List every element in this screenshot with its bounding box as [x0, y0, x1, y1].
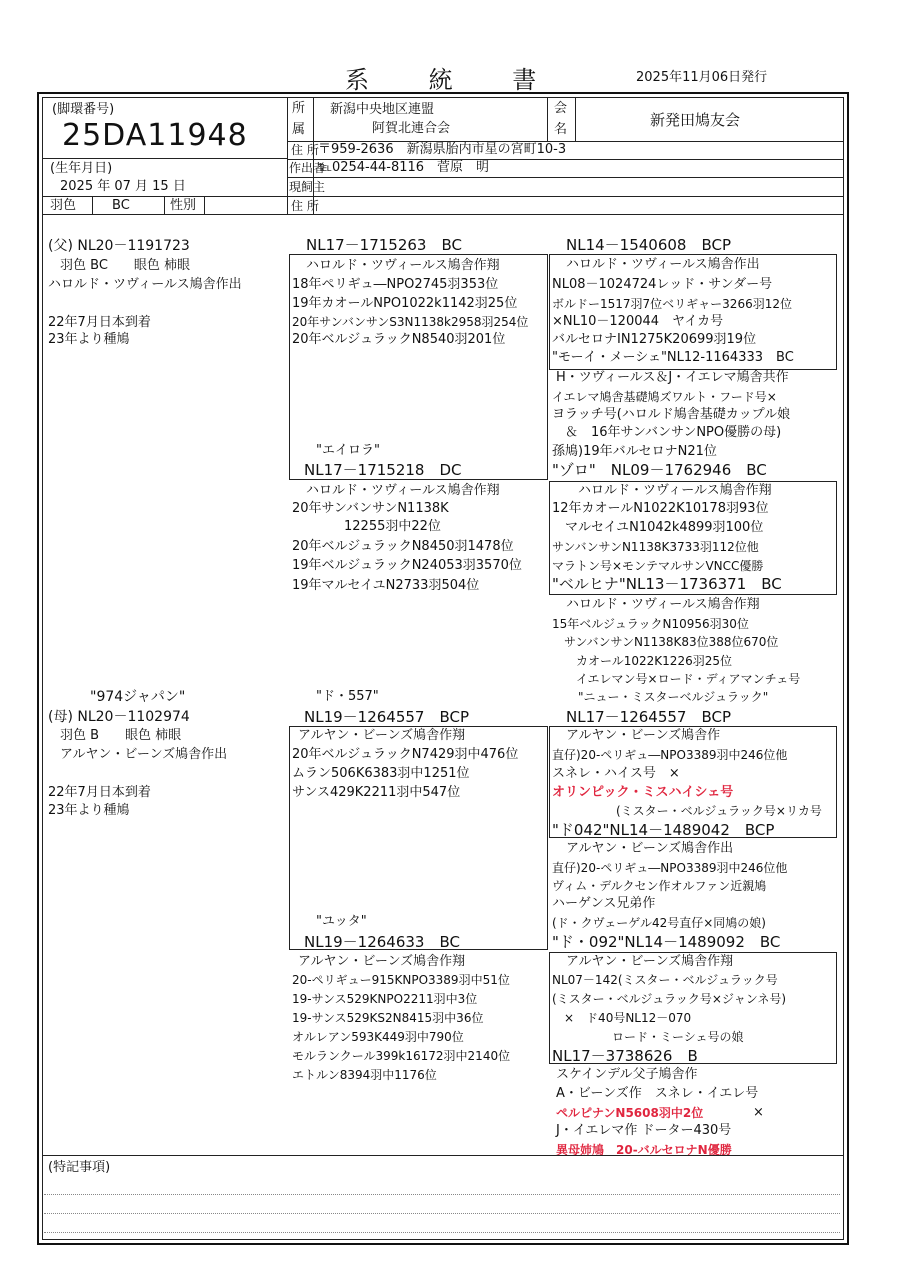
color-value: BC: [112, 198, 130, 213]
owner-label: 現飼主: [289, 180, 326, 194]
address2-label: 住 所: [291, 199, 319, 213]
gen3-dsd-ring: "ド042"NL14－1489042 BCP: [552, 821, 775, 839]
gen3-sds-line: マルセイユN1042k4899羽100位: [552, 520, 764, 535]
gen2-ss-line: 20年ベルジュラックN8540羽201位: [292, 332, 506, 347]
gen2-ds-line: 20年ベルジュラックN7429羽中476位: [292, 747, 519, 762]
gen2-ss-line: 18年ペリギュ―NPO2745羽353位: [292, 277, 499, 292]
address-label: 住 所: [291, 143, 319, 157]
gen2-ds-line: サンス429K2211羽中547位: [292, 785, 461, 800]
dam-line: 22年7月日本到着: [48, 785, 151, 800]
gen2-dd-line: 20-ペリギュー915KNPO3389羽中51位: [292, 973, 510, 987]
gen3-dss-ring: NL17－1264557 BCP: [566, 708, 732, 726]
gen3-sss-line: ボルドー1517羽7位ベリギャー3266羽12位: [552, 297, 792, 311]
gen2-ds-ring: NL19－1264557 BCP: [304, 708, 470, 726]
gen2-sd-breeder: ハロルド・ツヴィールス鳩舎作翔: [306, 483, 500, 498]
gen2-ss-breeder: ハロルド・ツヴィールス鳩舎作翔: [306, 258, 500, 273]
gen2-dd-name: "ユッタ": [316, 914, 367, 929]
gen3-sss-ring: NL14－1540608 BCP: [566, 236, 732, 254]
gen3-dsd-line: (ド・クヴェーゲル42号直仔×同鳩の娘): [552, 916, 766, 930]
gen3-sds-line: サンバンサンN1138K3733羽112位他: [552, 540, 759, 554]
gen2-ds-line: ムラン506K6383羽中1251位: [292, 766, 470, 781]
gen2-ds-name: "ド・557": [316, 689, 379, 704]
sire-label: (父) NL20－1191723: [48, 238, 190, 254]
sex-label: 性別: [170, 198, 197, 213]
gen3-sss-breeder: ハロルド・ツヴィールス鳩舎作出: [566, 257, 760, 272]
gen2-ss-line: 20年サンバンサンS3N1138k2958羽254位: [292, 315, 529, 329]
gen2-sd-line: 19年マルセイユN2733羽504位: [292, 578, 480, 593]
gen3-dsd-breeder: アルヤン・ビーンズ鳩舎作出: [566, 841, 734, 856]
gen3-sdd-line: 15年ベルジュラックN10956羽30位: [552, 617, 749, 631]
gen3-ddd-line: J・イエレマ作 ドーター430号: [556, 1123, 732, 1138]
gen3-dds-ring: "ド・092"NL14－1489092 BC: [552, 933, 781, 951]
gen3-sds-breeder: ハロルド・ツヴィールス鳩舎作翔: [578, 483, 772, 498]
club-value: 新発田鳩友会: [650, 111, 741, 129]
remarks-line: [44, 1213, 840, 1214]
club-label-2: 名: [554, 122, 568, 137]
gen3-dss-line: スネレ・ハイス号 ×: [552, 766, 680, 781]
dam-label: (母) NL20－1102974: [48, 709, 190, 725]
gen3-sdd-breeder: ハロルド・ツヴィールス鳩舎作翔: [566, 597, 760, 612]
affil-label-2: 属: [292, 122, 306, 137]
gen3-ssd-line: ヨラッチ号(ハロルド鳩舎基礎カップル娘: [552, 407, 791, 422]
gen3-sdd-ring: "ベルヒナ"NL13－1736371 BC: [552, 575, 782, 593]
gen2-sd-line: 19年ベルジュラックN24053羽3570位: [292, 558, 522, 573]
gen2-sd-line: 12255羽中22位: [292, 519, 441, 534]
gen3-dss-highlight: オリンピック・ミスハイシェ号: [552, 785, 734, 800]
gen3-ssd-breeder: H・ツヴィールス＆J・イエレマ鳩舎共作: [556, 370, 789, 385]
gen3-ddd-ring: NL17－3738626 B: [552, 1047, 698, 1065]
gen3-ssd-line: ＆ 16年サンバンサンNPO優勝の母): [552, 425, 782, 440]
dam-line: 23年より種鳩: [48, 803, 130, 818]
gen2-dd-breeder: アルヤン・ビーンズ鳩舎作翔: [298, 954, 466, 969]
gen3-ddd-red1-after: ×: [740, 1105, 764, 1120]
gen2-sd-line: 20年ベルジュラックN8450羽1478位: [292, 539, 514, 554]
gen3-dss-name: "ニュー・ミスターベルジュラック": [578, 690, 769, 704]
gen3-sds-line: マラトン号×モンテマルサンVNCC優勝: [552, 559, 764, 573]
color-label: 羽色: [50, 198, 77, 213]
gen3-ddd-line: A・ビーンズ作 スネレ・イエレ号: [556, 1086, 759, 1101]
ring-number: 25DA11948: [62, 118, 248, 153]
breeder-value: ℡0254-44-8116 菅原 明: [318, 160, 490, 175]
gen2-ss-line: 19年カオールNPO1022k1142羽25位: [292, 296, 518, 311]
sire-line: ハロルド・ツヴィールス鳩舎作出: [48, 277, 242, 292]
dam-line: 羽色 B 眼色 柿眼: [60, 728, 182, 743]
affiliation-line1: 新潟中央地区連盟: [330, 102, 435, 117]
dam-name: "974ジャパン": [90, 689, 186, 705]
gen3-sss-line: NL08－1024724レッド・サンダー号: [552, 277, 773, 292]
gen2-dd-line: 19-サンス529KS2N8415羽中36位: [292, 1011, 484, 1025]
gen3-sds-line: 12年カオールN1022K10178羽93位: [552, 501, 769, 516]
gen2-dd-ring: NL19－1264633 BC: [304, 933, 460, 951]
gen3-ddd-red1: ペルピナンN5608羽中2位: [556, 1106, 704, 1120]
gen3-ddd-breeder: スケインデル父子鳩舎作: [556, 1067, 698, 1082]
gen3-dds-line: (ミスター・ベルジュラック号×ジャンネ号): [552, 992, 787, 1006]
gen3-sss-line: バルセロナIN1275K20699羽19位: [552, 332, 757, 347]
sire-line: 23年より種鳩: [48, 332, 130, 347]
gen3-ssd-line: 孫鳩)19年バルセロナN21位: [552, 444, 717, 459]
gen3-sdd-line: カオール1022K1226羽25位: [552, 654, 732, 668]
issue-date: 2025年11月06日発行: [636, 70, 768, 85]
gen3-sdd-line: イエレマン号×ロード・ディアマンチェ号: [552, 672, 801, 686]
gen2-sd-name: "エイロラ": [316, 443, 380, 458]
gen3-dss-after: (ミスター・ベルジュラック号×リカ号: [580, 804, 822, 818]
gen3-sss-line: ×NL10－120044 ヤイカ号: [552, 314, 724, 329]
gen3-dss-line: 直仔)20-ペリギュ―NPO3389羽中246位他: [552, 748, 788, 762]
remarks-line: [44, 1232, 840, 1233]
affil-label-1: 所: [292, 101, 306, 116]
gen2-sd-line: 20年サンバンサンN1138K: [292, 501, 449, 516]
gen2-ss-ring: NL17－1715263 BC: [306, 236, 462, 254]
gen3-dds-line: ロード・ミーシェ号の娘: [552, 1030, 744, 1044]
gen2-dd-line: エトルン8394羽中1176位: [292, 1068, 437, 1082]
sire-line: 羽色 BC 眼色 柿眼: [60, 258, 191, 273]
club-label-1: 会: [554, 101, 568, 116]
gen3-dsd-line: ヴィム・デルクセン作オルファン近親鳩: [552, 879, 767, 893]
gen3-dds-breeder: アルヤン・ビーンズ鳩舎作翔: [566, 954, 734, 969]
address-value: 〒959-2636 新潟県胎内市星の宮町10-3: [318, 142, 567, 157]
gen2-dd-line: 19-サンス529KNPO2211羽中3位: [292, 992, 478, 1006]
birth-date: 2025 年 07 月 15 日: [60, 179, 186, 194]
document-title: 系 統 書: [345, 66, 563, 94]
gen3-ddd-red2: 異母姉鳩 20-バルセロナN優勝: [556, 1143, 732, 1157]
gen2-sd-ring: NL17－1715218 DC: [304, 461, 462, 479]
gen3-sdd-line: サンバンサンN1138K83位388位670位: [552, 635, 779, 649]
gen3-dsd-line: ハーゲンス兄弟作: [552, 896, 656, 911]
gen3-dsd-line: 直仔)20-ペリギュ―NPO3389羽中246位他: [552, 861, 788, 875]
gen2-dd-line: モルランクール399k16172羽中2140位: [292, 1049, 511, 1063]
breeder-label: 作出者: [289, 161, 326, 175]
affiliation-line2: 阿賀北連合会: [372, 121, 451, 136]
gen3-ssd-line: イエレマ鳩舎基礎鳩ズワルト・フード号×: [552, 390, 777, 404]
gen3-dds-line: × ド40号NL12－070: [552, 1011, 692, 1025]
gen3-sds-ring: "ゾロ" NL09－1762946 BC: [552, 461, 767, 479]
gen3-dds-line: NL07－142(ミスター・ベルジュラック号: [552, 973, 778, 987]
gen2-dd-line: オルレアン593K449羽中790位: [292, 1030, 464, 1044]
sire-line: 22年7月日本到着: [48, 315, 151, 330]
ring-label: (脚環番号): [52, 102, 115, 117]
dam-line: アルヤン・ビーンズ鳩舎作出: [60, 747, 228, 762]
gen3-dss-breeder: アルヤン・ビーンズ鳩舎作: [566, 728, 721, 743]
remarks-label: (特記事項): [48, 1160, 111, 1175]
birth-label: (生年月日): [50, 161, 113, 176]
remarks-line: [44, 1194, 840, 1195]
gen2-ds-breeder: アルヤン・ビーンズ鳩舎作翔: [298, 728, 466, 743]
gen3-ssd-ring: "モーイ・メーシェ"NL12-1164333 BC: [552, 350, 794, 365]
